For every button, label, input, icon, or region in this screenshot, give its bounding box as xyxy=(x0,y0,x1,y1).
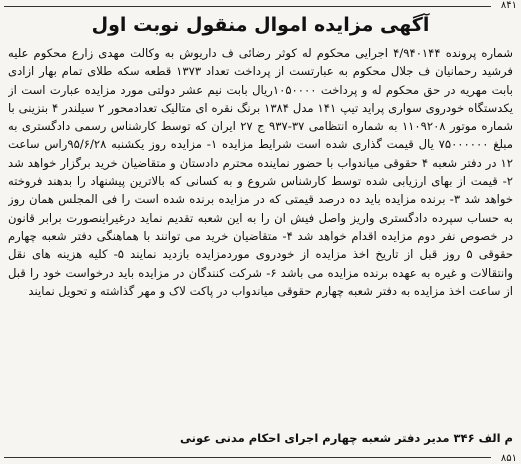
notice-body: شماره پرونده ۴/۹۴۰۱۴۴ اجرایی محکوم له کوثر رضائی ف داریوش به وکالت مهدی زارع محکوم علیه فرشید رحمانیان ف جلال محکوم به عبارتست از پرداخت تعداد ۱۳۷۳ قطعه سکه طلای تمام بهار ازادی بابت مهریه در حق محکوم له و پرداخت ۱۰۵۰۰۰۰ریال بابت نیم عشر دولتی مورد مزایده عبارت است از یکدستگاه خودروی سواری پراید تیپ ۱۴۱ مدل ۱۳۸۴ برنگ نقره ای متالیک تعدادمحور ۲ سیلندر ۴ بنزینی با شماره موتور ۱۱۰۹۲۰۸ به شماره انتظامی ۳۷-۹۳۷ ج ۲۷ ایران که توسط کارشناس رسمی دادگستری به مبلغ ۷۵۰۰۰۰۰۰ یال قیمت گذاری شده است شرایط مزایده ۱- مزایده روز یکشنبه ۹۵/۶/۲۸راس ساعت ۱۲ در دفتر شعبه ۴ حقوقی میاندواب با حضور نماینده محترم دادستان و متقاضیان خرید برگزار خواهد شد ۲- قیمت از بهای ارزیابی شده توسط کارشناس شروع و به کسانی که بالاترین پیشنهاد را بدهند فروخته خواهد شد ۳- برنده مزایده باید ده درصد قیمتی که در مزایده برنده شده است را فی المجلس همان روز به حساب سپرده دادگستری واریز واصل فیش ان را به این شعبه تقدیم نماید درغیراینصورت برابر قانون در خصوص نفر دوم مزایده اقدام خواهد شد ۴- متقاضیان خرید می توانند با هماهنگی دفتر شعبه چهارم حقوقی ۵ روز قبل از تاریخ اخذ مزایده از خودروی موردمزایده بازدید نمایند ۵- کلیه هزینه های نقل وانتقالات و غیره به عهده برنده مزایده می باشد ۶- شرکت کنندگان در مزایده باید درخواست خود را قبل از ساعت اخذ مزایده به دفتر شعبه چهارم حقوقی میاندواب در پاکت لاک و مهر گذاشته و تحویل نمایند xyxy=(8,46,513,298)
top-rule xyxy=(4,6,491,7)
notice-title: آگهی مزایده اموال منقول نوبت اول xyxy=(91,14,430,36)
bottom-rule xyxy=(4,457,491,458)
page-number-top: ۸۴۱ xyxy=(500,0,517,11)
notice-signature: م الف ۳۴۶ مدیر دفتر شعبه چهارم اجرای احکام مدنی عونی xyxy=(180,431,513,445)
page-number-bottom: ۸۵۱ xyxy=(500,453,517,464)
